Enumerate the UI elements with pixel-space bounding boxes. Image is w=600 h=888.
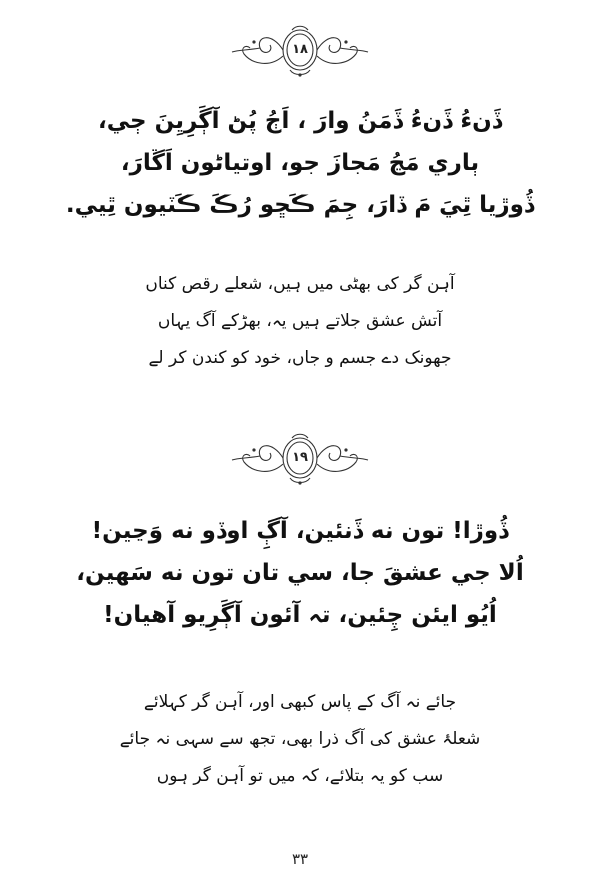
verse-line: اُلا جي عشقَ جا، سي تان تون نه سَهين، — [76, 560, 524, 586]
poem-19-sindhi-stanza — [60, 510, 540, 636]
verse-line: اُيُو ايئن چِئين، تہ آئون آڳَرِيو آهيان! — [103, 602, 497, 628]
verse-line: جھونک دے جسم و جاں، خود کو کندن کر لے — [148, 348, 452, 368]
verse-line: ڏُوڙيا ٿِيَ مَ ڏارَ، جِمَ ڪَڇو رُڪَ ڪَٽيون ٿِيي. — [65, 192, 535, 218]
poem-number: ١٩ — [292, 449, 308, 465]
poem-18-urdu-stanza — [60, 266, 540, 377]
poem-18-sindhi-stanza — [60, 100, 540, 226]
poem-19-ornament — [230, 428, 370, 488]
poem-number: ١٨ — [292, 41, 308, 57]
verse-line: آتش عشق جلاتے ہیں یہ، بھڑکے آگ یہاں — [157, 311, 443, 331]
verse-line: شعلۂ عشق کی آگ ذرا بھی، تجھ سے سہی نہ جائے — [119, 729, 481, 749]
verse-line: جائے نہ آگ کے پاس کبھی اور، آہن گر کہلائے — [143, 692, 457, 712]
page-number: ٣٣ — [291, 850, 309, 868]
poem-19-urdu-stanza — [60, 684, 540, 795]
verse-line: ڏُوڙا! تون نه ڏَنئين، آڳِ اوڏو نه وَڃين! — [91, 518, 509, 544]
verse-line: ڏَنءُ ڏَنءُ ڏَمَنُ وارَ ، اَڄُ پُڻ آڳَرِيِنَ ڄي، — [98, 108, 502, 134]
verse-line: آہن گر کی بھٹی میں ہیں، شعلے رقص کناں — [145, 274, 455, 294]
verse-line: ٻاري مَڃُ مَجازَ جو، اوتياڻون اَڱارَ، — [120, 150, 480, 176]
verse-line: سب کو یہ بتلائے، کہ میں تو آہن گر ہوں — [156, 766, 444, 786]
poem-18-ornament — [230, 20, 370, 80]
